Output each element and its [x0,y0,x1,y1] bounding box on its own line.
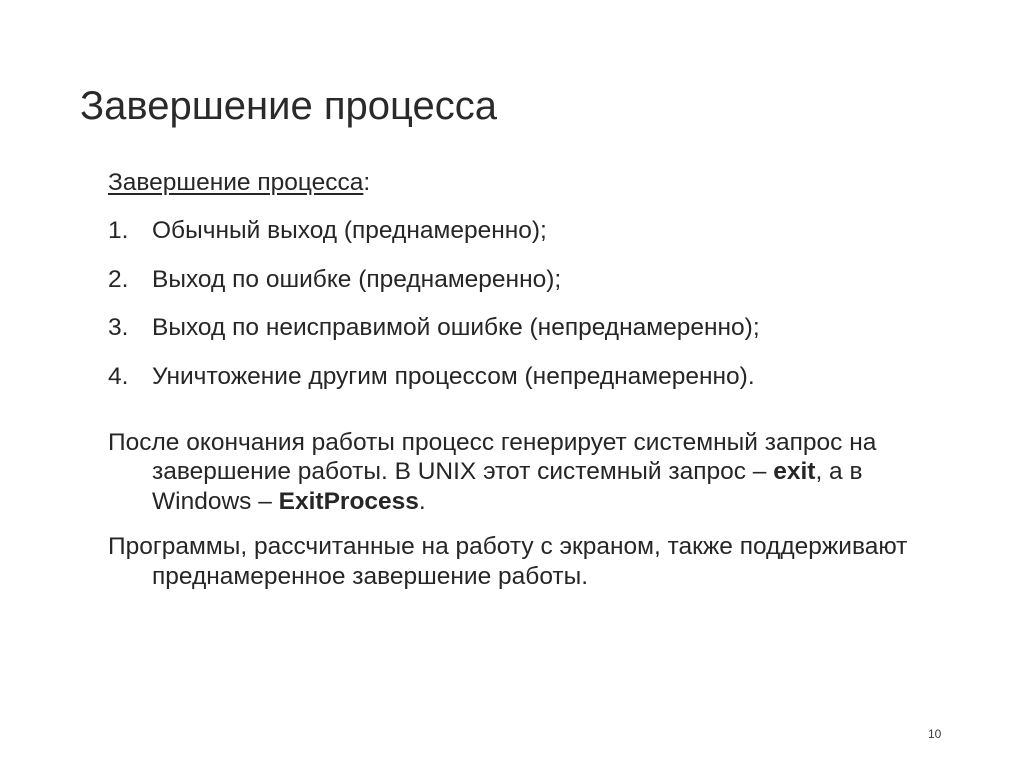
intro-colon: : [363,169,371,196]
syscall-paragraph [108,428,968,516]
intro-line [108,168,968,197]
syscall-text-a: После окончания работы процесс генерирует системный запрос на завершение работы. В UNIX этот системный запрос – [108,428,877,486]
list-item-text: Уничтожение другим процессом (непреднамеренно). [152,362,755,390]
intro-underlined-text: Завершение процесса [108,169,364,196]
slide-body [108,168,968,591]
exit-keyword: exit [773,458,816,486]
list-item-number: 4. [108,362,129,390]
exitprocess-keyword: ExitProcess [278,487,419,515]
list-item-text: Выход по неисправимой ошибке (непреднамеренно); [152,314,760,342]
termination-list [108,216,968,391]
list-item-number: 2. [108,265,129,293]
syscall-text-b: , а в Windows – [152,458,863,515]
list-item [108,216,968,245]
list-item-number: 3. [108,314,129,342]
list-item-text: Выход по ошибке (преднамеренно); [152,265,562,293]
list-item-number: 1. [108,217,129,245]
list-item [108,362,968,391]
list-item [108,313,968,342]
screen-programs-paragraph: Программы, рассчитанные на работу с экраном, также поддерживают преднамеренное завершение работы. [108,533,908,590]
page-number: 10 [928,727,942,741]
list-item [108,265,968,294]
list-item-text: Обычный выход (преднамеренно); [152,217,547,245]
slide-title: Завершение процесса [80,84,497,128]
syscall-text-c: . [418,487,426,515]
